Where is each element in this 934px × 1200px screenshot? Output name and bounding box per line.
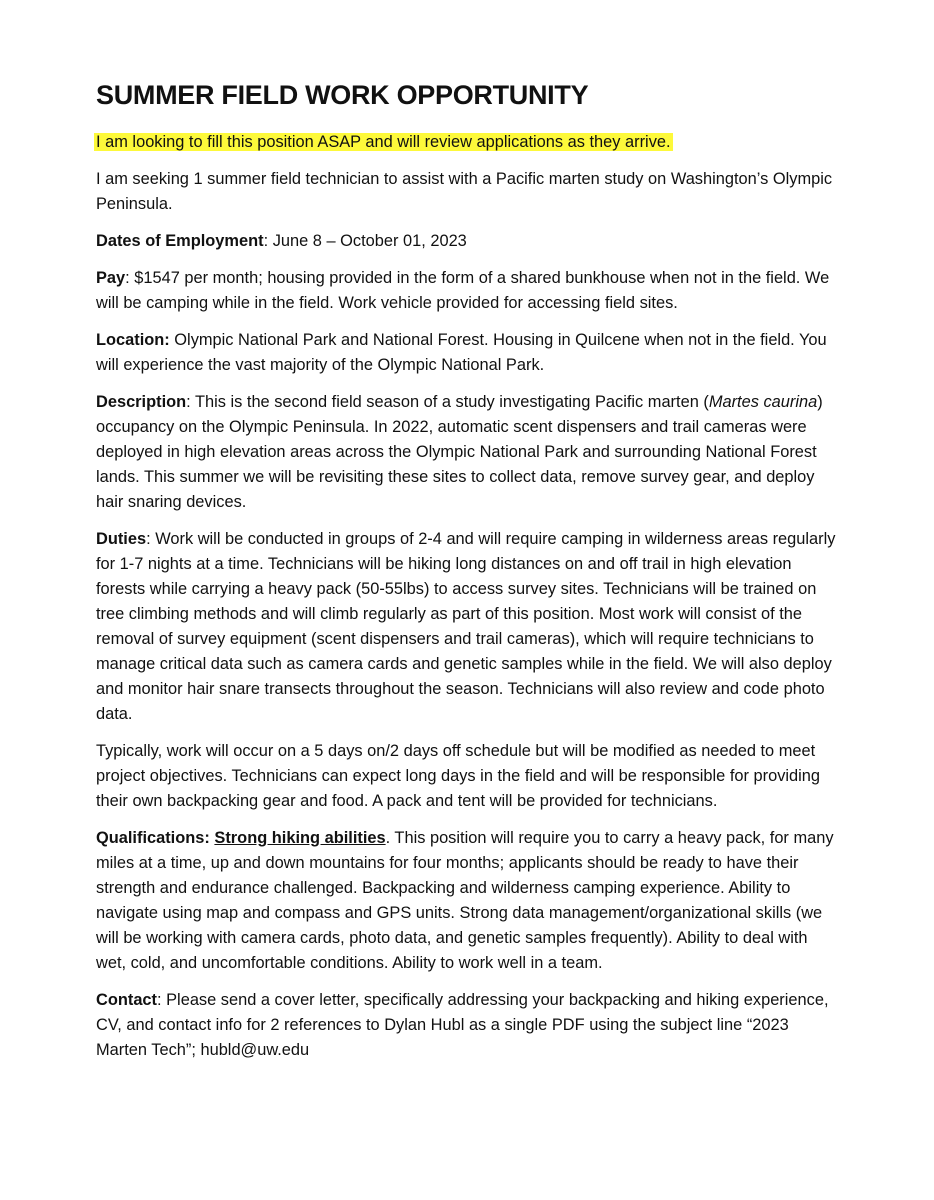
highlight-notice bbox=[96, 130, 838, 155]
duties-text: : Work will be conducted in groups of 2-4 and will require camping in wilderness areas regularly for 1-7 nights at a time. Technicians will be hiking long distances on and off trail in high elevation forests while carrying a heavy pack (50-55lbs) to access survey sites. Technicians will be trained on tree climbing methods and will climb regularly as part of this position. Most work will consist of the removal of survey equipment (scent dispensers and trail cameras), which will require technicians to manage critical data such as camera cards and genetic samples while in the field. We will also deploy and monitor hair snare transects throughout the season. Technicians will also review and code photo data. bbox=[96, 530, 836, 723]
page-title: SUMMER FIELD WORK OPPORTUNITY bbox=[96, 80, 589, 110]
dates-label: Dates of Employment bbox=[96, 232, 264, 250]
qualifications-paragraph bbox=[96, 826, 838, 976]
contact-text: : Please send a cover letter, specifically addressing your backpacking and hiking experience, CV, and contact info for 2 references to Dylan Hubl as a single PDF using the subject line “2023 Marten Tech”; hubld@uw.edu bbox=[96, 991, 829, 1059]
dates-text: : June 8 – October 01, 2023 bbox=[263, 232, 467, 250]
contact-paragraph bbox=[96, 988, 838, 1063]
duties-paragraph bbox=[96, 527, 838, 727]
intro-paragraph: I am seeking 1 summer field technician to assist with a Pacific marten study on Washington’s Olympic Peninsula. bbox=[96, 170, 833, 213]
duties-label: Duties bbox=[96, 530, 147, 548]
location-paragraph bbox=[96, 328, 838, 378]
pay-paragraph bbox=[96, 266, 838, 316]
qualifications-text: . This position will require you to carry a heavy pack, for many miles at a time, up and down mountains for four months; applicants should be ready to have their strength and endurance challenged. Backpacking and wilderness camping experience. Ability to navigate using map and compass and GPS units. Strong data management/organizational skills (we will be working with camera cards, photo data, and genetic samples frequently). Ability to deal with wet, cold, and uncomfortable conditions. Ability to work well in a team. bbox=[96, 829, 834, 972]
qualifications-sep: : bbox=[204, 829, 215, 847]
species-name: Martes caurina bbox=[708, 393, 818, 411]
description-label: Description bbox=[96, 393, 187, 411]
description-paragraph bbox=[96, 390, 838, 515]
schedule-paragraph: Typically, work will occur on a 5 days on/2 days off schedule but will be modified as needed to meet project objectives. Technicians can expect long days in the field and will be responsible for providing their own backpacking gear and food. A pack and tent will be provided for technicians. bbox=[96, 742, 821, 810]
dates-paragraph bbox=[96, 229, 838, 254]
description-text-before: : This is the second field season of a study investigating Pacific marten ( bbox=[186, 393, 709, 411]
contact-label: Contact bbox=[96, 991, 158, 1009]
pay-label: Pay bbox=[96, 269, 126, 287]
location-text: Olympic National Park and National Forest. Housing in Quilcene when not in the field. You will experience the vast majority of the Olympic National Park. bbox=[96, 331, 827, 374]
highlighted-text: I am looking to fill this position ASAP and will review applications as they arrive. bbox=[96, 133, 671, 151]
qualifications-label: Qualifications bbox=[96, 829, 205, 847]
location-label: Location: bbox=[96, 331, 170, 349]
qualifications-emphasis: Strong hiking abilities bbox=[214, 829, 386, 847]
description-text-after: ) occupancy on the Olympic Peninsula. In 2022, automatic scent dispensers and trail cameras were deployed in high elevation areas across the Olympic National Park and surrounding National Forest lands. This summer we will be revisiting these sites to collect data, remove survey gear, and deploy hair snaring devices. bbox=[96, 393, 823, 511]
pay-text: : $1547 per month; housing provided in the form of a shared bunkhouse when not in the field. We will be camping while in the field. Work vehicle provided for accessing field sites. bbox=[96, 269, 830, 312]
